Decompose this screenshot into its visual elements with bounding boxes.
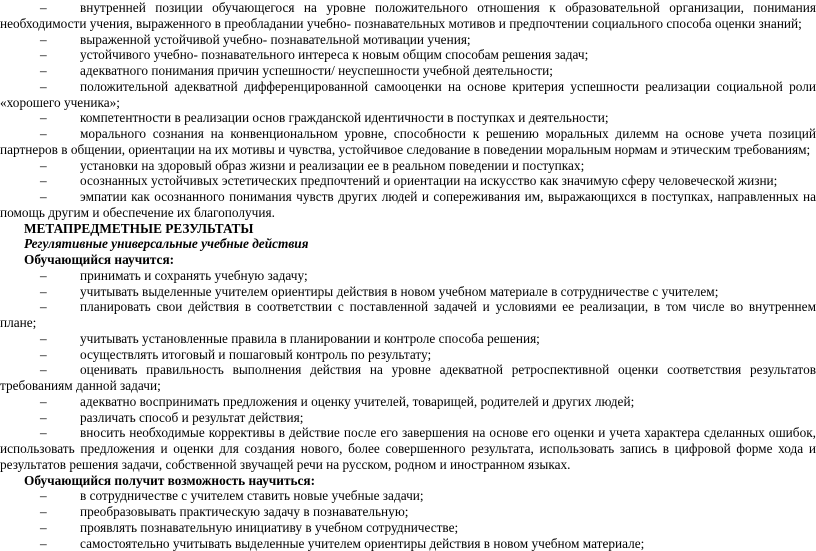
list-item-text: вносить необходимые коррективы в действие после его завершения на основе его оценки и учета характера сделанных ошибок, использовать предложения и оценки для создания нового, более совершенного результата, использовать запись в цифровой форме хода и результатов решения задачи, собственной звучащей речи на русском, родном и иностранном языках. (0, 425, 816, 472)
label-opportunity: Обучающийся получит возможность научиться: (0, 473, 816, 489)
list-item (0, 425, 816, 472)
list-item-text: устойчивого учебно- познавательного интереса к новым общим способам решения задач; (0, 47, 816, 63)
list-dash: – (40, 189, 47, 205)
list-dash: – (40, 268, 47, 284)
list-item-text: компетентности в реализации основ гражданской идентичности в поступках и деятельности; (0, 110, 816, 126)
list-item (0, 63, 816, 79)
list-item-text: выраженной устойчивой учебно- познавательной мотивации учения; (0, 32, 816, 48)
list-item-text: проявлять познавательную инициативу в учебном сотрудничестве; (0, 520, 816, 536)
list-item (0, 47, 816, 63)
list-item (0, 126, 816, 158)
list-item-text: внутренней позиции обучающегося на уровне положительного отношения к образовательной организации, понимания необходимости учения, выраженного в преобладании учебно- познавательных мотивов и предпочтении социального способа оценки знаний; (0, 0, 816, 32)
list-dash: – (40, 158, 47, 174)
subheading-regulative: Регулятивные универсальные учебные действия (0, 236, 816, 252)
list-item (0, 331, 816, 347)
personal-results-list (0, 0, 816, 221)
list-item (0, 268, 816, 284)
list-dash: – (40, 79, 47, 95)
list-item-text: в сотрудничестве с учителем ставить новые учебные задачи; (0, 488, 816, 504)
list-dash: – (40, 425, 47, 441)
list-dash: – (40, 47, 47, 63)
list-item (0, 110, 816, 126)
list-dash: – (40, 110, 47, 126)
list-dash: – (40, 536, 47, 551)
list-dash: – (40, 394, 47, 410)
list-item (0, 536, 816, 551)
list-dash: – (40, 126, 47, 142)
list-item-text: планировать свои действия в соответствии с поставленной задачей и условиями ее реализации, в том числе во внутреннем плане; (0, 299, 816, 331)
list-item (0, 520, 816, 536)
list-item (0, 394, 816, 410)
list-dash: – (40, 520, 47, 536)
label-learns: Обучающийся научится: (0, 252, 816, 268)
list-item (0, 362, 816, 394)
list-dash: – (40, 0, 47, 16)
list-item (0, 284, 816, 300)
list-item-text: осуществлять итоговый и пошаговый контроль по результату; (0, 347, 816, 363)
list-item-text: осознанных устойчивых эстетических предпочтений и ориентации на искусство как значимую сферу человеческой жизни; (0, 173, 816, 189)
list-item-text: эмпатии как осознанного понимания чувств других людей и сопереживания им, выражающихся в поступках, направленных на помощь другим и обеспечение их благополучия. (0, 189, 816, 221)
list-item (0, 32, 816, 48)
opportunity-results-list (0, 488, 816, 551)
list-item (0, 79, 816, 111)
list-dash: – (40, 488, 47, 504)
list-dash: – (40, 331, 47, 347)
list-dash: – (40, 32, 47, 48)
list-item-text: оценивать правильность выполнения действия на уровне адекватной ретроспективной оценки соответствия результатов требованиям данной задачи; (0, 362, 816, 394)
list-item-text: положительной адекватной дифференцированной самооценки на основе критерия успешности реализации социальной роли «хорошего ученика»; (0, 79, 816, 111)
list-item (0, 410, 816, 426)
learn-results-list (0, 268, 816, 473)
list-item (0, 0, 816, 32)
list-item (0, 158, 816, 174)
list-item (0, 504, 816, 520)
list-dash: – (40, 299, 47, 315)
list-item-text: учитывать установленные правила в планировании и контроле способа решения; (0, 331, 816, 347)
list-item (0, 299, 816, 331)
list-dash: – (40, 504, 47, 520)
list-dash: – (40, 63, 47, 79)
list-item (0, 173, 816, 189)
list-dash: – (40, 362, 47, 378)
list-item-text: адекватного понимания причин успешности/ неуспешности учебной деятельности; (0, 63, 816, 79)
list-dash: – (40, 284, 47, 300)
list-item-text: самостоятельно учитывать выделенные учителем ориентиры действия в новом учебном материале; (0, 536, 816, 551)
list-dash: – (40, 173, 47, 189)
list-item (0, 189, 816, 221)
list-item-text: адекватно воспринимать предложения и оценку учителей, товарищей, родителей и других людей; (0, 394, 816, 410)
list-item-text: различать способ и результат действия; (0, 410, 816, 426)
list-item-text: учитывать выделенные учителем ориентиры действия в новом учебном материале в сотрудничестве с учителем; (0, 284, 816, 300)
list-item-text: установки на здоровый образ жизни и реализации ее в реальном поведении и поступках; (0, 158, 816, 174)
list-item (0, 488, 816, 504)
list-dash: – (40, 410, 47, 426)
list-item (0, 347, 816, 363)
list-item-text: принимать и сохранять учебную задачу; (0, 268, 816, 284)
list-item-text: морального сознания на конвенциональном уровне, способности к решению моральных дилемм на основе учета позиций партнеров в общении, ориентации на их мотивы и чувства, устойчивое следование в поведении моральным нормам и этическим требованиям; (0, 126, 816, 158)
list-item-text: преобразовывать практическую задачу в познавательную; (0, 504, 816, 520)
list-dash: – (40, 347, 47, 363)
section-heading-metasubject: МЕТАПРЕДМЕТНЫЕ РЕЗУЛЬТАТЫ (0, 221, 816, 237)
